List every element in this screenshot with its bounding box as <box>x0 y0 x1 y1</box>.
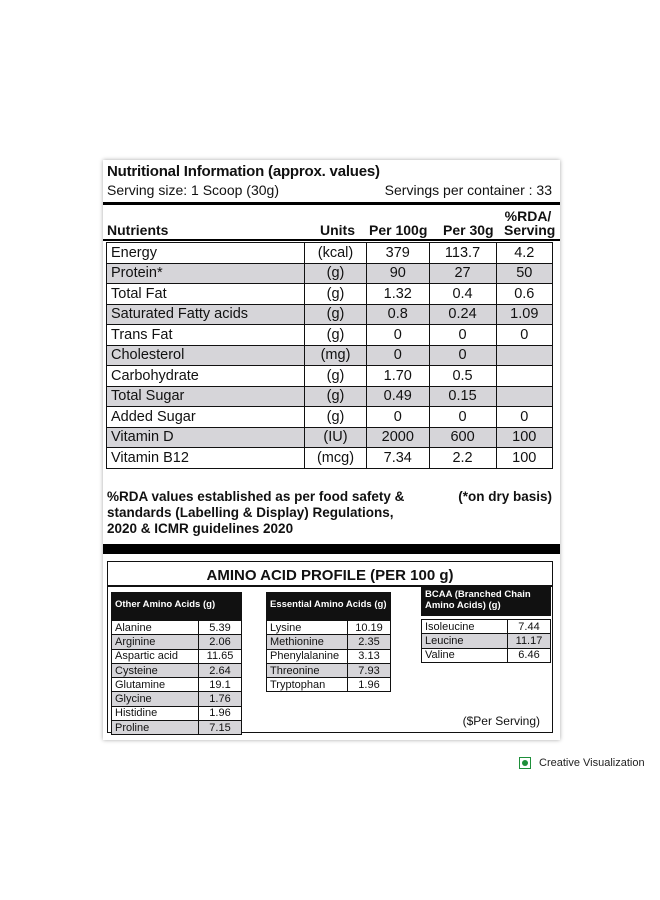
nutrient-per30: 0.24 <box>429 304 496 325</box>
nutrient-rda <box>496 366 552 387</box>
amino-name: Leucine <box>422 634 508 648</box>
servings-per-container: Servings per container : 33 <box>384 182 552 198</box>
amino-name: Valine <box>422 648 508 662</box>
amino-name: Alanine <box>112 621 199 635</box>
nutrient-unit: (g) <box>305 284 367 305</box>
nutrient-name: Total Sugar <box>107 386 305 407</box>
nutrient-name: Total Fat <box>107 284 305 305</box>
veg-dot <box>522 760 528 766</box>
nutrient-name: Energy <box>107 243 305 264</box>
amino-name: Aspartic acid <box>112 649 199 663</box>
nutrition-row <box>107 386 553 407</box>
nutrition-row <box>107 448 553 469</box>
nutrient-unit: (mg) <box>305 345 367 366</box>
amino-row <box>422 620 551 634</box>
bcaa-table <box>421 619 551 663</box>
nutrient-rda: 50 <box>496 263 552 284</box>
nutrient-unit: (g) <box>305 386 367 407</box>
nutrition-row <box>107 304 553 325</box>
nutrient-per100: 7.34 <box>367 448 430 469</box>
amino-row <box>112 635 242 649</box>
nutrient-name: Protein* <box>107 263 305 284</box>
nutrient-per100: 1.32 <box>367 284 430 305</box>
col-header-rda <box>504 208 556 238</box>
nutrient-rda: 100 <box>496 448 552 469</box>
amino-row <box>267 663 391 677</box>
amino-value: 2.64 <box>199 663 242 677</box>
other-amino-heading: Other Amino Acids (g) <box>111 592 242 620</box>
nutrition-row <box>107 366 553 387</box>
amino-name: Threonine <box>267 663 348 677</box>
amino-value: 5.39 <box>199 621 242 635</box>
nutrition-row <box>107 325 553 346</box>
nutrient-per100: 0 <box>367 407 430 428</box>
nutrition-row <box>107 427 553 448</box>
nutrient-rda: 4.2 <box>496 243 552 264</box>
amino-value: 1.96 <box>199 706 242 720</box>
nutrient-per100: 0 <box>367 325 430 346</box>
essential-amino-table <box>266 620 391 692</box>
nutrient-per30: 0.5 <box>429 366 496 387</box>
nutrient-unit: (mcg) <box>305 448 367 469</box>
essential-amino-heading: Essential Amino Acids (g) <box>266 592 391 620</box>
amino-name: Phenylalanine <box>267 649 348 663</box>
nutrient-per100: 90 <box>367 263 430 284</box>
nutrition-row <box>107 243 553 264</box>
nutrient-name: Vitamin D <box>107 427 305 448</box>
amino-value: 11.17 <box>508 634 551 648</box>
amino-row <box>267 678 391 692</box>
col-header-rda-line1: %RDA/ <box>504 208 552 224</box>
nutrient-rda: 0 <box>496 407 552 428</box>
amino-value: 1.96 <box>348 678 391 692</box>
nutrient-unit: (g) <box>305 304 367 325</box>
nutrition-row <box>107 407 553 428</box>
nutrient-per100: 379 <box>367 243 430 264</box>
amino-value: 7.93 <box>348 663 391 677</box>
amino-row <box>112 649 242 663</box>
nutrient-unit: (g) <box>305 325 367 346</box>
amino-row <box>112 721 242 735</box>
other-amino-table <box>111 620 242 735</box>
col-header-units: Units <box>320 222 355 238</box>
amino-name: Glycine <box>112 692 199 706</box>
amino-value: 2.06 <box>199 635 242 649</box>
table-top-rule <box>103 239 560 241</box>
amino-row <box>112 663 242 677</box>
nutrient-per30: 113.7 <box>429 243 496 264</box>
col-header-nutrients: Nutrients <box>107 222 169 238</box>
serving-size: Serving size: 1 Scoop (30g) <box>107 182 279 198</box>
nutrient-rda: 0 <box>496 325 552 346</box>
amino-name: Tryptophan <box>267 678 348 692</box>
nutrient-per30: 600 <box>429 427 496 448</box>
amino-value: 7.44 <box>508 620 551 634</box>
nutrient-name: Added Sugar <box>107 407 305 428</box>
amino-row <box>267 621 391 635</box>
nutrient-name: Trans Fat <box>107 325 305 346</box>
nutrient-unit: (g) <box>305 366 367 387</box>
amino-value: 2.35 <box>348 635 391 649</box>
amino-name: Histidine <box>112 706 199 720</box>
nutrition-table <box>106 242 553 469</box>
nutrition-row <box>107 263 553 284</box>
nutrient-per30: 2.2 <box>429 448 496 469</box>
nutrient-per30: 27 <box>429 263 496 284</box>
amino-name: Lysine <box>267 621 348 635</box>
nutrient-per100: 1.70 <box>367 366 430 387</box>
amino-name: Proline <box>112 721 199 735</box>
nutrient-per100: 2000 <box>367 427 430 448</box>
amino-value: 6.46 <box>508 648 551 662</box>
amino-row <box>422 648 551 662</box>
col-header-per100: Per 100g <box>369 222 428 238</box>
nutrient-unit: (g) <box>305 407 367 428</box>
amino-name: Methionine <box>267 635 348 649</box>
nutrient-per30: 0.4 <box>429 284 496 305</box>
amino-acid-profile <box>107 561 553 733</box>
amino-row <box>112 621 242 635</box>
amino-name: Isoleucine <box>422 620 508 634</box>
nutrient-unit: (g) <box>305 263 367 284</box>
amino-value: 7.15 <box>199 721 242 735</box>
bcaa-heading-line1: BCAA (Branched Chain <box>425 589 531 600</box>
amino-value: 11.65 <box>199 649 242 663</box>
nutrient-unit: (IU) <box>305 427 367 448</box>
nutrient-name: Saturated Fatty acids <box>107 304 305 325</box>
amino-row <box>267 635 391 649</box>
amino-row <box>112 692 242 706</box>
veg-icon <box>519 757 531 769</box>
nutrition-row <box>107 345 553 366</box>
amino-row <box>267 649 391 663</box>
nutrient-per30: 0 <box>429 407 496 428</box>
dry-basis-note: (*on dry basis) <box>458 489 552 504</box>
nutrient-per30: 0 <box>429 345 496 366</box>
nutrient-rda: 100 <box>496 427 552 448</box>
creative-visualization-legend <box>519 755 645 771</box>
amino-name: Glutamine <box>112 678 199 692</box>
amino-row <box>112 706 242 720</box>
amino-value: 10.19 <box>348 621 391 635</box>
bcaa-heading <box>421 585 551 616</box>
rda-footnote: %RDA values established as per food safety & standards (Labelling & Display) Regulations, 2020 & ICMR guidelines 2020 <box>107 489 405 536</box>
section-divider-band <box>103 544 560 554</box>
nutrient-per30: 0.15 <box>429 386 496 407</box>
nutrient-rda: 0.6 <box>496 284 552 305</box>
col-header-rda-line2: Serving <box>504 222 556 238</box>
bcaa-heading-line2: Amino Acids) (g) <box>425 600 501 611</box>
nutrient-rda: 1.09 <box>496 304 552 325</box>
amino-value: 1.76 <box>199 692 242 706</box>
header-divider <box>103 202 560 205</box>
amino-row <box>422 634 551 648</box>
amino-value: 19.1 <box>199 678 242 692</box>
nutrient-unit: (kcal) <box>305 243 367 264</box>
nutrient-per100: 0.8 <box>367 304 430 325</box>
nutrient-name: Carbohydrate <box>107 366 305 387</box>
nutrition-label <box>103 160 560 740</box>
nutrient-rda <box>496 345 552 366</box>
nutrient-name: Cholesterol <box>107 345 305 366</box>
legend-label: Creative Visualization <box>539 757 645 769</box>
nutrient-per30: 0 <box>429 325 496 346</box>
amino-title: AMINO ACID PROFILE (PER 100 g) <box>206 567 454 584</box>
nutrition-title: Nutritional Information (approx. values) <box>107 163 380 180</box>
nutrition-row <box>107 284 553 305</box>
amino-name: Arginine <box>112 635 199 649</box>
per-serving-note: ($Per Serving) <box>462 714 540 728</box>
nutrient-rda <box>496 386 552 407</box>
nutrient-per100: 0.49 <box>367 386 430 407</box>
amino-row <box>112 678 242 692</box>
nutrient-per100: 0 <box>367 345 430 366</box>
amino-name: Cysteine <box>112 663 199 677</box>
amino-value: 3.13 <box>348 649 391 663</box>
nutrient-name: Vitamin B12 <box>107 448 305 469</box>
col-header-per30: Per 30g <box>443 222 494 238</box>
